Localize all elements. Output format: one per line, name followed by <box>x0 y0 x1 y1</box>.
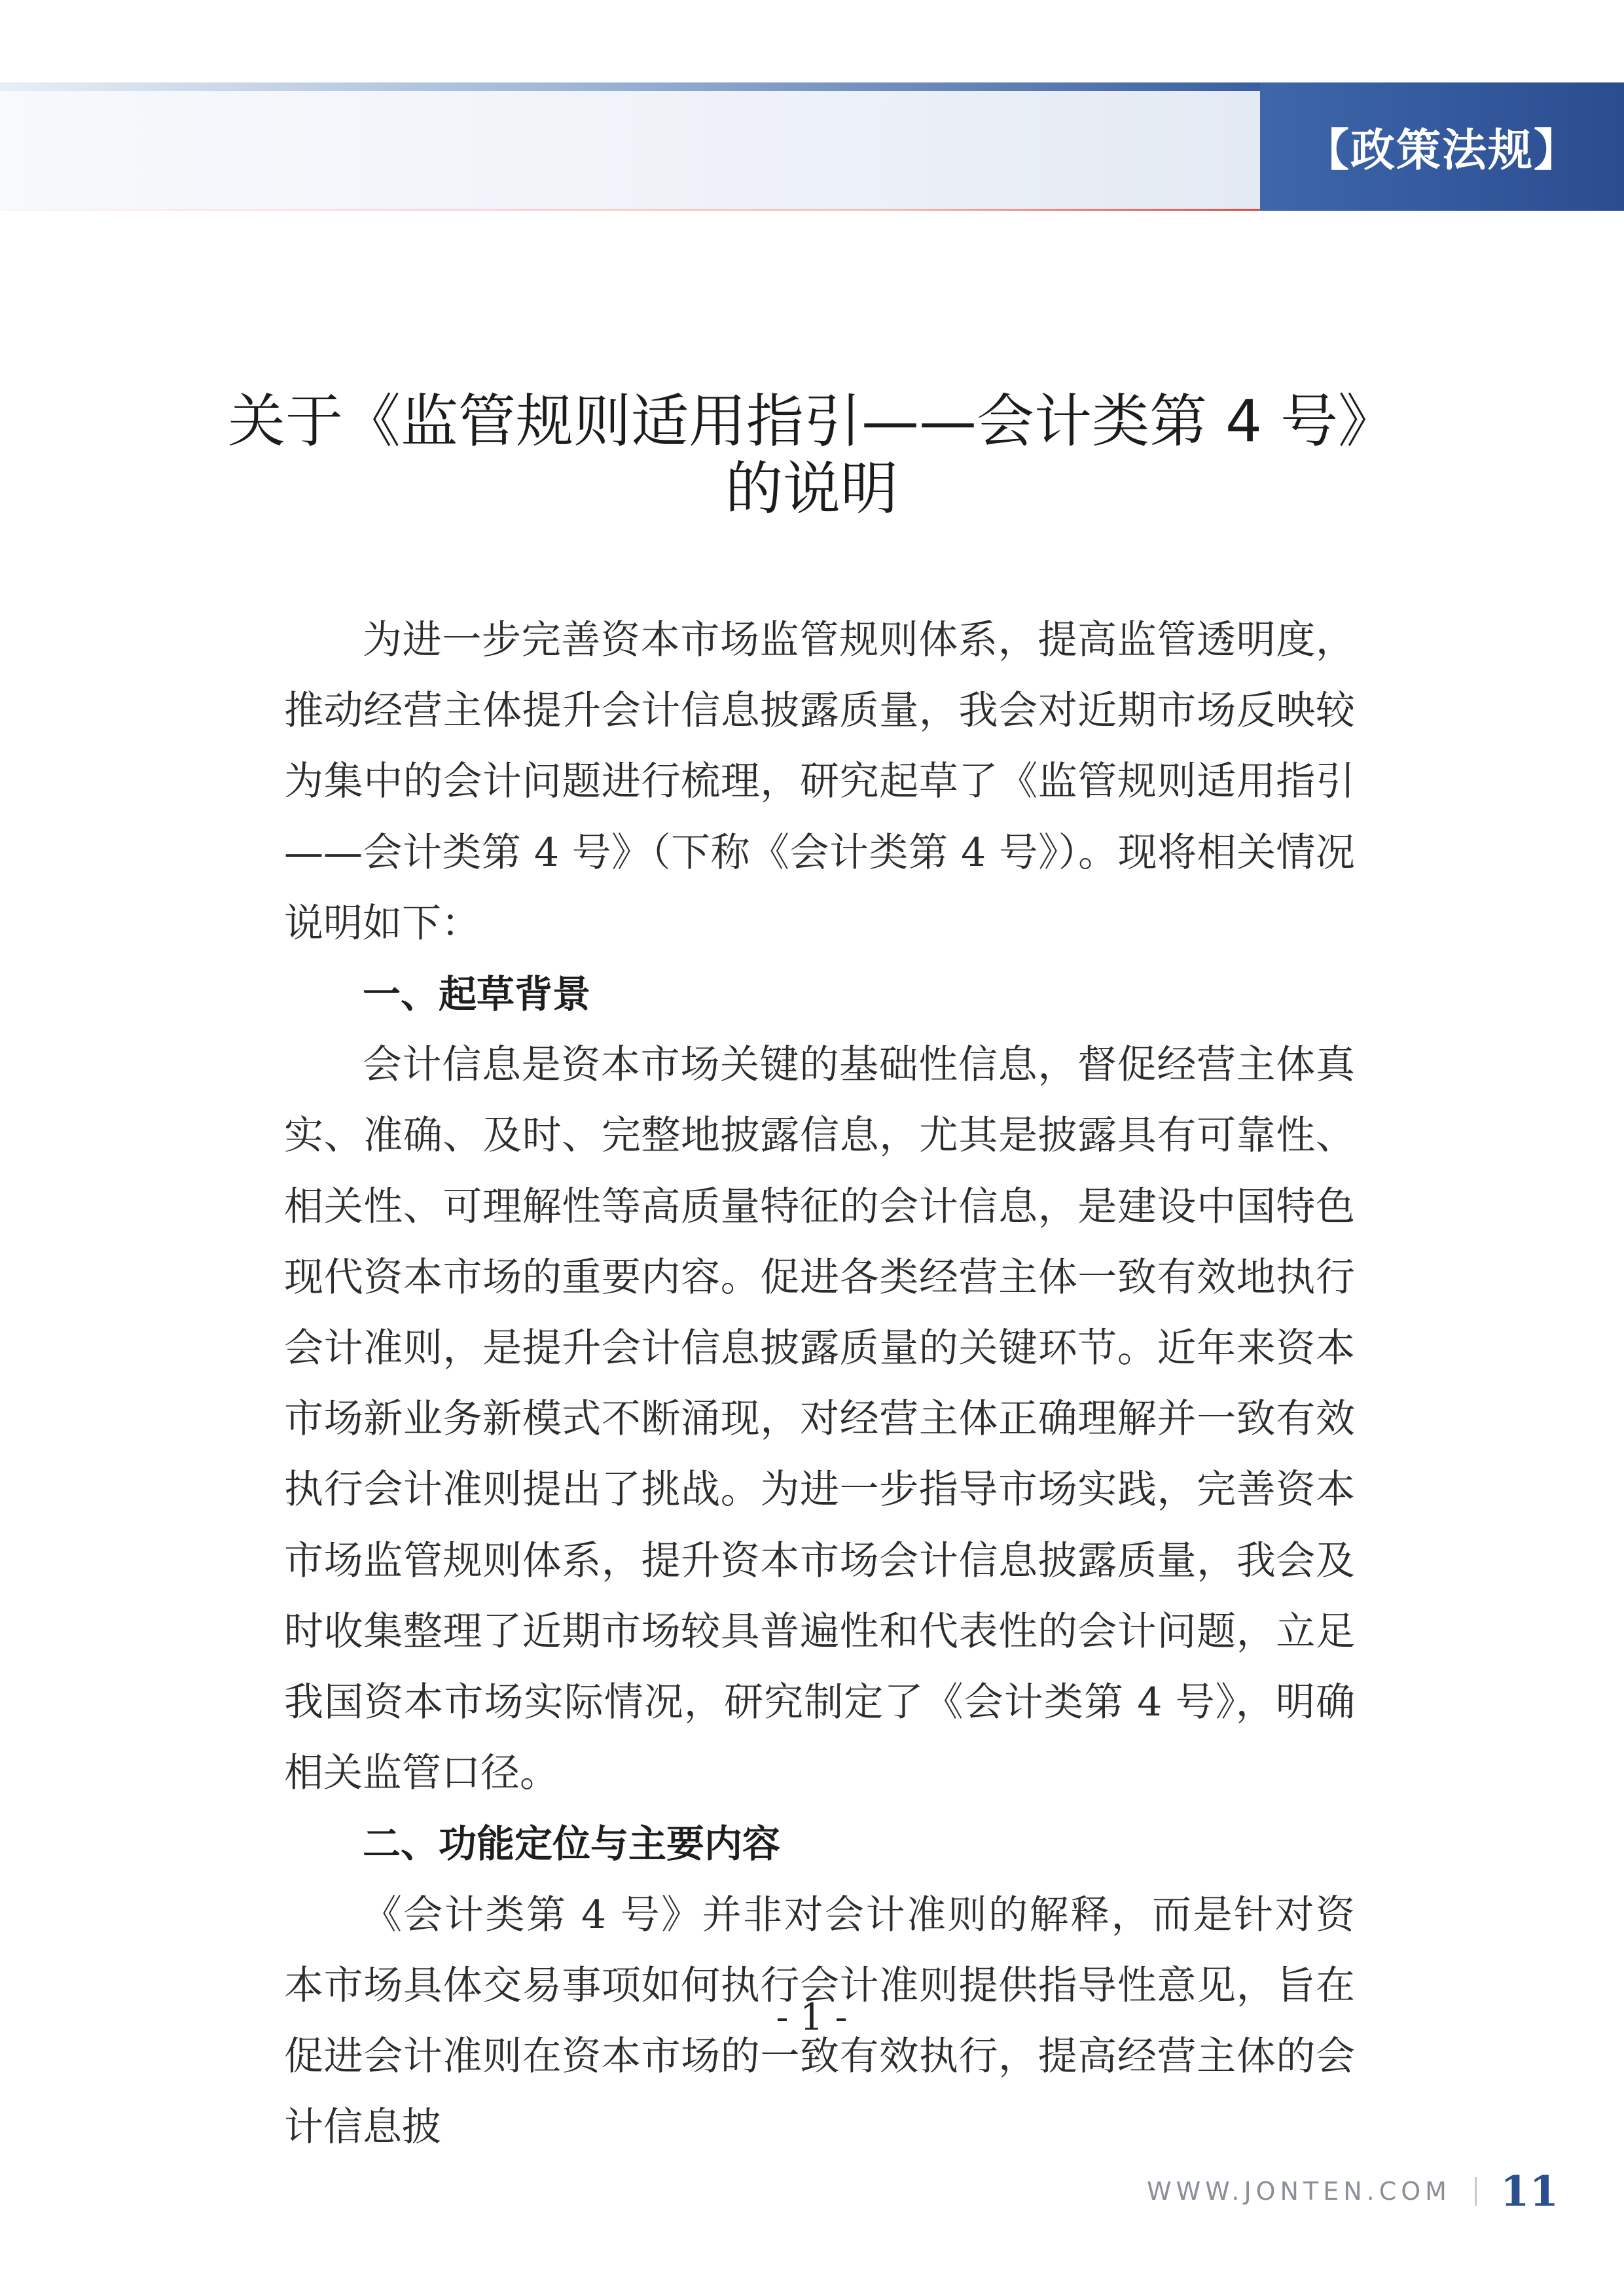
header-accent-line <box>0 209 1260 211</box>
header-top-stripe <box>0 82 1260 91</box>
document-page-number: - 1 - <box>776 1996 848 2039</box>
footer-divider <box>1475 2177 1477 2206</box>
footer-website: WWW.JONTEN.COM <box>1147 2177 1451 2206</box>
document-title-line-2: 的说明 <box>725 455 898 522</box>
section-heading-positioning: 二、功能定位与主要内容 <box>363 1821 781 1867</box>
footer-page-number: 11 <box>1500 2166 1559 2216</box>
document-body <box>284 605 1355 2162</box>
section-category-tag: 【政策法规】 <box>1260 82 1624 211</box>
intro-paragraph: 为进一步完善资本市场监管规则体系，提高监管透明度，推动经营主体提升会计信息披露质量，我会对近期市场反映较为集中的会计问题进行梳理，研究起草了《监管规则适用指引——会计类第 4 号》（下称《会计类第 4 号》）。现将相关情况说明如下： <box>284 617 1355 946</box>
header-light-panel <box>0 91 1260 209</box>
document-title-line-1: 关于《监管规则适用指引——会计类第 4 号》 <box>228 387 1396 455</box>
footer <box>1147 2165 1559 2217</box>
header-band <box>0 82 1624 211</box>
positioning-paragraph: 《会计类第 4 号》并非对会计准则的解释，而是针对资本市场具体交易事项如何执行会计准则提供指导性意见，旨在促进会计准则在资本市场的一致有效执行，提高经营主体的会计信息披 <box>284 1892 1355 2151</box>
background-paragraph: 会计信息是资本市场关键的基础性信息，督促经营主体真实、准确、及时、完整地披露信息，尤其是披露具有可靠性、相关性、可理解性等高质量特征的会计信息，是建设中国特色现代资本市场的重要内容。促进各类经营主体一致有效地执行会计准则，是提升会计信息披露质量的关键环节。近年来资本市场新业务新模式不断涌现，对经营主体正确理解并一致有效执行会计准则提出了挑战。为进一步指导市场实践，完善资本市场监管规则体系，提升资本市场会计信息披露质量，我会及时收集整理了近期市场较具普遍性和代表性的会计问题，立足我国资本市场实际情况，研究制定了《会计类第 4 号》，明确相关监管口径。 <box>284 1042 1355 1797</box>
section-heading-background: 一、起草背景 <box>363 972 591 1017</box>
